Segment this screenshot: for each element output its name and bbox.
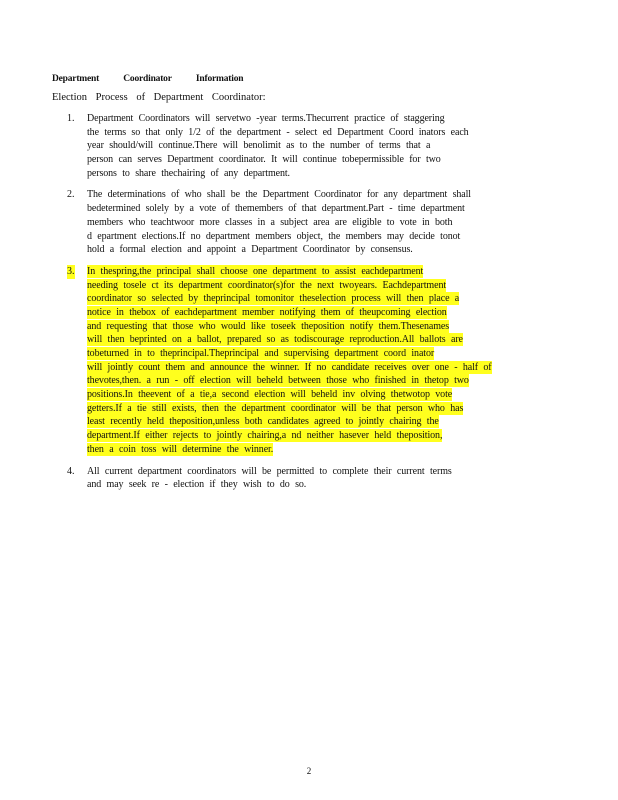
text-line [87,388,567,402]
text-line-content: needing tosele ct its department coordinator(s)for the next twoyears. Eachdepartment [87,279,447,291]
text-line [87,478,567,492]
text-line [87,139,567,153]
text-line-content: department.If either rejects to jointly chairing,a nd neither hasever held theposition, [87,430,443,442]
text-line-content: and may seek re - election if they wish to do so. [87,479,307,491]
text-line-content: persons to share thechairing of any department. [87,167,290,179]
text-line-content: tobeturned in to theprincipal.Theprincipal and supervising department coord inator [87,348,435,359]
text-line [87,306,567,320]
list-item [52,465,567,492]
text-line-content: d epartment elections.If no department members object, the members may decide tonot [87,230,461,242]
text-line [87,415,567,429]
text-line [87,216,567,230]
heading-word-coordinator: Coordinator [123,74,172,84]
text-line-content: positions.In theevent of a tie,a second election will beheld inv olving thetwotop vote [87,389,453,401]
text-line [87,112,567,126]
text-line-content: members who teachtwoor more classes in a subject area are eligible to vote in both [87,216,453,228]
list-item-number: 3. [67,265,75,277]
text-line-content: coordinator so selected by theprincipal tomonitor theselection process will then place a [87,293,460,305]
page-number: 2 [306,766,312,776]
text-line [87,279,567,293]
text-line-content: will then beprinted on a ballot, prepared so as todiscourage reproduction.All ballots are [87,334,463,346]
text-line-content: notice in thebox of eachdepartment member notifying them of theupcoming election [87,306,447,318]
list-item-number: 2. [67,189,75,201]
text-line [87,333,567,347]
text-line-content: In thespring,the principal shall choose one department to assist eachdepartment [87,265,424,277]
text-line-content: All current department coordinators will be permitted to complete their current terms [87,465,452,477]
list-item-text [87,112,567,180]
heading-word-information: Information [195,74,244,84]
document-heading [52,74,265,84]
text-line-content: person can serves Department coordinator. It will continue tobepermissible for two [87,154,441,166]
heading-word-department: Department [52,74,100,84]
list-item-number: 4. [67,465,75,477]
text-line [87,320,567,334]
text-line-content: Department Coordinators will servetwo -year terms.Thecurrent practice of staggering [87,113,445,124]
list-item [52,112,567,180]
text-line [87,243,567,257]
text-line [87,443,567,457]
text-line [87,429,567,443]
text-line-content: will jointly count them and announce the winner. If no candidate receives over one - half of [87,361,492,373]
text-line [87,188,567,202]
list-item-text [87,188,567,256]
text-line [87,292,567,306]
text-line [87,126,567,140]
list-item [52,188,567,256]
text-line [87,153,567,167]
text-line [87,374,567,388]
text-line [87,167,567,181]
text-line-content: the terms so that only 1/2 of the department - select ed Department Coord inators each [87,126,469,138]
text-line [87,230,567,244]
text-line [87,361,567,375]
text-line-content: and requesting that those who would like toseek theposition notify them.Thesenames [87,320,450,332]
text-line [87,465,567,479]
list-item-text [87,265,567,457]
text-line-content: bedetermined solely by a vote of themembers of that department.Part - time department [87,203,465,215]
text-line-content: then a coin toss will determine the winner. [87,443,274,455]
text-line-content: thevotes,then. a run - off election will beheld between those who finished in thetop two [87,375,469,387]
section-subheading: Election Process of Department Coordinator: [52,92,266,103]
text-line-content: year should/will continue.There will benolimit as to the number of terms that a [87,140,431,152]
numbered-list [52,112,567,500]
text-line [87,265,567,279]
text-line [87,202,567,216]
text-line-content: getters.If a tie still exists, then the department coordinator will be that person who has [87,402,464,414]
text-line-content: hold a formal election and appoint a Department Coordinator by consensus. [87,244,413,256]
list-item-number: 1. [67,113,75,124]
text-line-content: The determinations of who shall be the Department Coordinator for any department shall [87,189,471,201]
text-line [87,402,567,416]
list-item [52,265,567,457]
text-line [87,347,567,361]
text-line-content: least recently held theposition,unless both candidates agreed to jointly chairing the [87,416,439,428]
list-item-text [87,465,567,492]
